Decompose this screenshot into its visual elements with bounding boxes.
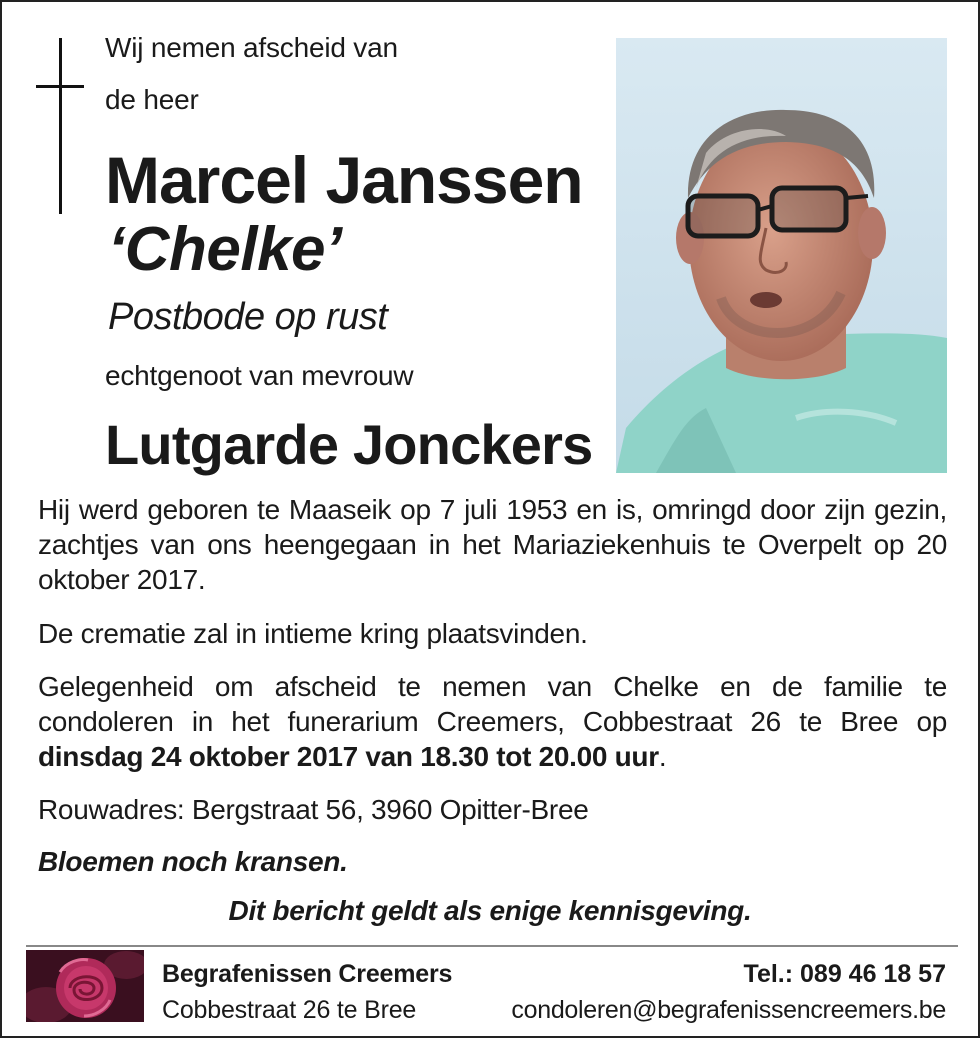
funeral-home-phone[interactable]: Tel.: 089 46 18 57 (743, 960, 946, 988)
funeral-home-address: Cobbestraat 26 te Bree (162, 996, 417, 1024)
intro-line-1: Wij nemen afscheid van (105, 32, 398, 63)
condolences-end: . (658, 741, 667, 772)
deceased-occupation: Postbode op rust (108, 296, 388, 338)
footer-divider (26, 945, 958, 947)
paragraph-birth-death: Hij werd geboren te Maaseik op 7 juli 1953 en is, omringd door zijn gezin, zachtjes van ons heengegaan in het Mariaziekenhuis te Overpelt op 20 oktober 2017. (38, 494, 947, 595)
deceased-nickname: ‘Chelke’ (108, 215, 342, 284)
mourning-address: Rouwadres: Bergstraat 56, 3960 Opitter-Bree (38, 794, 589, 825)
condolences-datetime: dinsdag 24 oktober 2017 van 18.30 tot 20.00 uur (38, 741, 659, 772)
spouse-intro: echtgenoot van mevrouw (105, 360, 414, 391)
spouse-name: Lutgarde Jonckers (105, 413, 593, 476)
paragraph-condolences (38, 669, 947, 774)
condolences-text: Gelegenheid om afscheid te nemen van Chelke en de familie te condoleren in het funerarium Creemers, Cobbestraat 26 te Bree op (38, 671, 947, 737)
funeral-home-email[interactable]: condoleren@begrafenissencreemers.be (511, 996, 946, 1024)
no-flowers-note: Bloemen noch kransen. (38, 846, 348, 877)
funeral-home-name: Begrafenissen Creemers (162, 960, 453, 988)
intro-line-2: de heer (105, 84, 199, 115)
paragraph-cremation: De crematie zal in intieme kring plaatsvinden. (38, 618, 588, 649)
portrait-photo (616, 38, 947, 473)
rose-image (26, 950, 144, 1022)
deceased-name: Marcel Janssen (105, 143, 583, 217)
closing-statement: Dit bericht geldt als enige kennisgeving. (228, 895, 752, 926)
